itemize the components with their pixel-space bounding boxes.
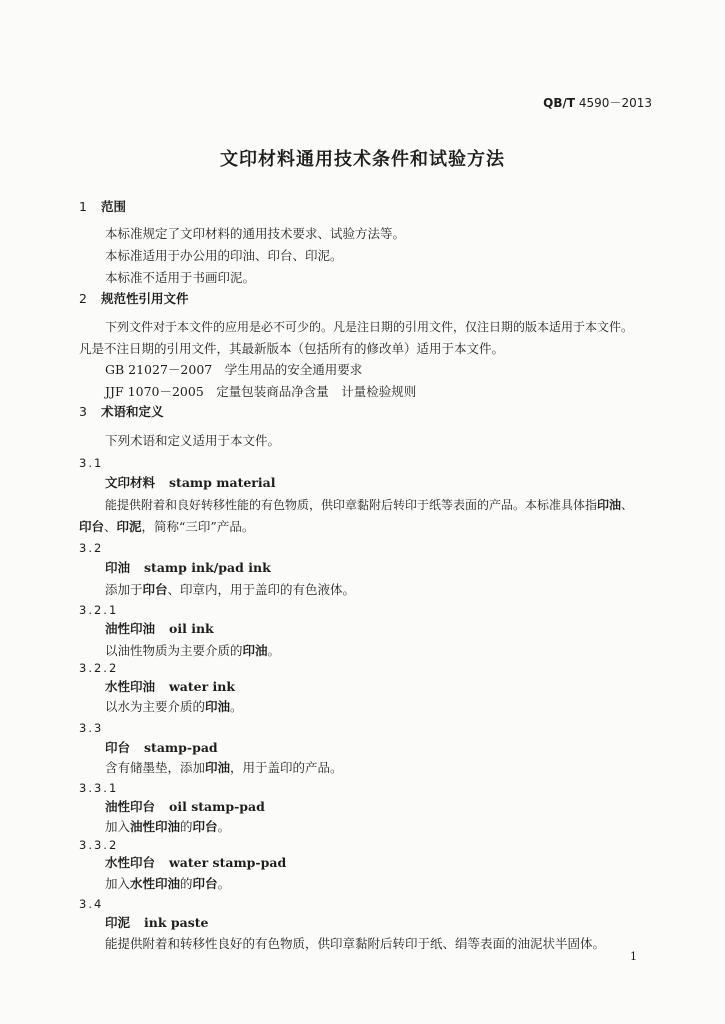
text: 。 <box>267 643 281 658</box>
term-chinese: 水性印台 <box>105 855 156 870</box>
paragraph: 本标准不适用于书画印泥。 <box>105 270 256 285</box>
bold-term: 印台 <box>79 519 105 534</box>
standard-code <box>543 94 652 111</box>
clause-number: 3.3.2 <box>79 838 119 852</box>
paragraph: 凡是不注日期的引用文件，其最新版本（包括所有的修改单）适用于本文件。 <box>79 341 505 356</box>
clause-number: 3.2.2 <box>79 661 119 675</box>
bold-term: 油性印油 <box>130 819 181 834</box>
section-number: 2 <box>79 291 87 306</box>
bold-term: 水性印油 <box>130 876 181 891</box>
section-title: 术语和定义 <box>101 404 164 419</box>
text: 。 <box>217 819 231 834</box>
text: 以水为主要介质的 <box>105 699 206 714</box>
text: 。 <box>217 876 231 891</box>
text: ，用于盖印的产品。 <box>230 760 343 775</box>
definition-continued <box>79 516 254 538</box>
term-chinese: 油性印台 <box>105 799 156 814</box>
section-number: 1 <box>79 199 87 214</box>
definition <box>105 816 230 838</box>
section-number: 3 <box>79 404 87 419</box>
clause-number: 3.2.1 <box>79 603 119 617</box>
term-english: ink paste <box>144 915 209 930</box>
term-chinese: 印油 <box>105 560 131 575</box>
bold-term: 印台 <box>192 876 218 891</box>
text: 能提供附着和良好转移性能的有色物质，供印章黏附后转印于纸等表面的产品。本标准具体指 <box>105 498 598 512</box>
clause-number: 3.3.1 <box>79 781 119 795</box>
text: 添加于 <box>105 582 143 597</box>
clause-number: 3.3 <box>79 721 104 735</box>
term-heading <box>105 737 218 759</box>
section-2-heading <box>79 288 189 310</box>
bold-term: 印油 <box>205 699 231 714</box>
text: 含有储墨垫，添加 <box>105 760 206 775</box>
text: 、 <box>104 519 117 534</box>
paragraph: 下列术语和定义适用于本文件。 <box>105 433 281 448</box>
text: 、 <box>621 498 634 512</box>
term-english: water ink <box>169 679 236 694</box>
term-chinese: 水性印油 <box>105 679 156 694</box>
term-heading <box>105 557 271 579</box>
text: 的 <box>180 876 193 891</box>
term-chinese: 印泥 <box>105 915 131 930</box>
paragraph: 本标准适用于办公用的印油、印台、印泥。 <box>105 248 343 263</box>
bold-term: 印油 <box>205 760 231 775</box>
text: ，简称“三印”产品。 <box>141 519 255 534</box>
term-english: oil stamp-pad <box>169 799 265 814</box>
text: 以油性物质为主要介质的 <box>105 643 243 658</box>
term-heading <box>105 912 208 934</box>
clause-number: 3.2 <box>79 541 104 555</box>
definition <box>105 696 243 718</box>
definition <box>105 640 280 662</box>
section-3-heading <box>79 401 164 423</box>
term-heading <box>105 796 265 818</box>
bold-term: 印泥 <box>116 519 142 534</box>
page-title: 文印材料通用技术条件和试验方法 <box>220 149 505 170</box>
code-prefix: QB/T <box>543 96 576 110</box>
text: 的 <box>180 819 193 834</box>
text: 。 <box>230 699 243 714</box>
definition <box>105 579 355 601</box>
bold-term: 印油 <box>597 498 622 512</box>
paragraph: 本标准规定了文印材料的通用技术要求、试验方法等。 <box>105 226 406 241</box>
page-number: 1 <box>630 950 637 963</box>
text: 加入 <box>105 876 131 891</box>
term-english: stamp ink/pad ink <box>144 560 271 575</box>
clause-number: 3.1 <box>79 456 104 470</box>
text: 、印章内，用于盖印的有色液体。 <box>167 582 356 597</box>
term-english: stamp material <box>169 475 276 490</box>
definition <box>105 757 343 779</box>
definition <box>105 873 230 895</box>
term-english: oil ink <box>169 621 214 636</box>
term-heading <box>105 852 286 874</box>
term-heading <box>105 676 235 698</box>
term-chinese: 印台 <box>105 740 131 755</box>
reference-item: GB 21027－2007 学生用品的安全通用要求 <box>105 362 363 377</box>
term-chinese: 油性印油 <box>105 621 156 636</box>
definition <box>105 494 633 516</box>
section-title: 范围 <box>101 199 127 214</box>
term-heading <box>105 472 275 494</box>
text: 加入 <box>105 819 131 834</box>
section-title: 规范性引用文件 <box>101 291 189 306</box>
code-number: 4590－2013 <box>578 96 652 110</box>
term-english: water stamp-pad <box>169 855 287 870</box>
bold-term: 印油 <box>242 643 268 658</box>
clause-number: 3.4 <box>79 897 104 911</box>
term-english: stamp-pad <box>144 740 218 755</box>
bold-term: 印台 <box>192 819 218 834</box>
bold-term: 印台 <box>142 582 168 597</box>
term-chinese: 文印材料 <box>105 475 156 490</box>
paragraph: 下列文件对于本文件的应用是必不可少的。凡是注日期的引用文件，仅注日期的版本适用于本文件。 <box>105 320 634 334</box>
definition: 能提供附着和转移性良好的有色物质，供印章黏附后转印于纸、绢等表面的油泥状半固体。 <box>105 936 606 951</box>
section-1-heading <box>79 196 126 218</box>
reference-item: JJF 1070－2005 定量包装商品净含量 计量检验规则 <box>105 384 417 399</box>
term-heading <box>105 618 214 640</box>
